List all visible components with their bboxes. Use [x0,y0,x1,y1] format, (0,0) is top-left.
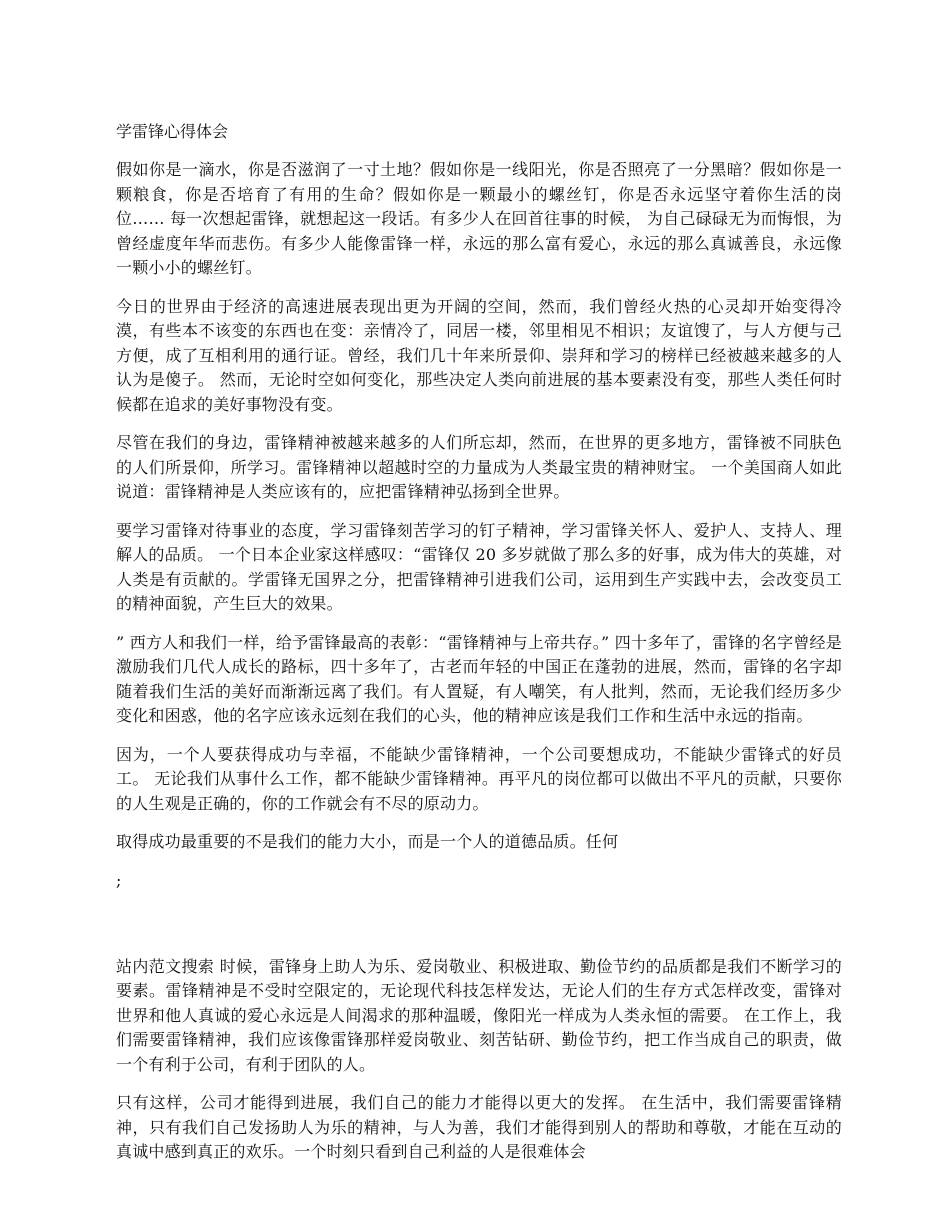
paragraph-5: ” 西方人和我们一样，给予雷锋最高的表彰：“雷锋精神与上帝共存。” 四十多年了，雷锋的名字曾经是激励我们几代人成长的路标，四十多年了，古老而年轻的中国正在蓬勃的进展，然而，雷锋的名字却随着我们生活的美好而渐渐远离了我们。有人置疑，有人嘲笑，有人批判，然而，无论我们经历多少变化和困惑，他的名字应该永远刻在我们的心头，他的精神应该是我们工作和生活中永远的指南。 [116,632,842,725]
paragraph-4: 要学习雷锋对待事业的态度，学习雷锋刻苦学习的钉子精神，学习雷锋关怀人、爱护人、支持人、理解人的品质。 一个日本企业家这样感叹：“雷锋仅 20 多岁就做了那么多的好事，成为伟大的英雄，对人类是有贡献的。学雷锋无国界之分，把雷锋精神引进我们公司，运用到生产实践中去，会改变员工的精神面貌，产生巨大的效果。 [116,520,842,613]
separator-mark: ; [116,870,122,890]
paragraph-8: 站内范文搜索 时候，雷锋身上助人为乐、爱岗敬业、积极进取、勤俭节约的品质都是我们不断学习的要素。雷锋精神是不受时空限定的，无论现代科技怎样发达，无论人们的生存方式怎样改变，雷锋对世界和他人真诚的爱心永远是人间渴求的那种温暖，像阳光一样成为人类永恒的需要。 在工作上，我们需要雷锋精神，我们应该像雷锋那样爱岗敬业、刻苦钻研、勤俭节约，把工作当成自己的职责，做一个有利于公司，有利于团队的人。 [116,956,842,1074]
paragraph-7: 取得成功最重要的不是我们的能力大小，而是一个人的道德品质。任何 [116,832,619,851]
paragraph-1: 假如你是一滴水，你是否滋润了一寸土地？假如你是一线阳光，你是否照亮了一分黑暗？假如你是一颗粮食，你是否培育了有用的生命？假如你是一颗最小的螺丝钉，你是否永远坚守着你生活的岗位…… 每一次想起雷锋，就想起这一段话。有多少人在回首往事的时候， 为自己碌碌无为而悔恨，为曾经虚度年华而悲伤。有多少人能像雷锋一样，永远的那么富有爱心，永远的那么真诚善良，永远像一颗小小的螺丝钉。 [116,160,842,277]
document-title: 学雷锋心得体会 [116,122,229,141]
paragraph-6: 因为，一个人要获得成功与幸福，不能缺少雷锋精神，一个公司要想成功，不能缺少雷锋式的好员工。 无论我们从事什么工作，都不能缺少雷锋精神。再平凡的岗位都可以做出不平凡的贡献，只要你的人生观是正确的，你的工作就会有不尽的原动力。 [116,744,842,813]
document-page [116,120,842,1179]
paragraph-3: 尽管在我们的身边，雷锋精神被越来越多的人们所忘却，然而，在世界的更多地方，雷锋被不同肤色的人们所景仰，所学习。雷锋精神以超越时空的力量成为人类最宝贵的精神财宝。 一个美国商人如此说道：雷锋精神是人类应该有的，应把雷锋精神弘扬到全世界。 [116,433,842,501]
paragraph-2: 今日的世界由于经济的高速进展表现出更为开阔的空间，然而，我们曾经火热的心灵却开始变得冷漠，有些本不该变的东西也在变：亲情冷了，同居一楼，邻里相见不相识；友谊馊了，与人方便与己方便，成了互相利用的通行证。曾经，我们几十年来所景仰、崇拜和学习的榜样已经被越来越多的人认为是傻子。 然而，无论时空如何变化，那些决定人类向前进展的基本要素没有变，那些人类任何时候都在追求的美好事物没有变。 [116,296,842,414]
paragraph-9: 只有这样，公司才能得到进展，我们自己的能力才能得以更大的发挥。 在生活中，我们需要雷锋精神，只有我们自己发扬助人为乐的精神，与人为善，我们才能得到别人的帮助和尊敬，才能在互动的真诚中感到真正的欢乐。一个时刻只看到自己利益的人是很难体会 [116,1093,842,1161]
